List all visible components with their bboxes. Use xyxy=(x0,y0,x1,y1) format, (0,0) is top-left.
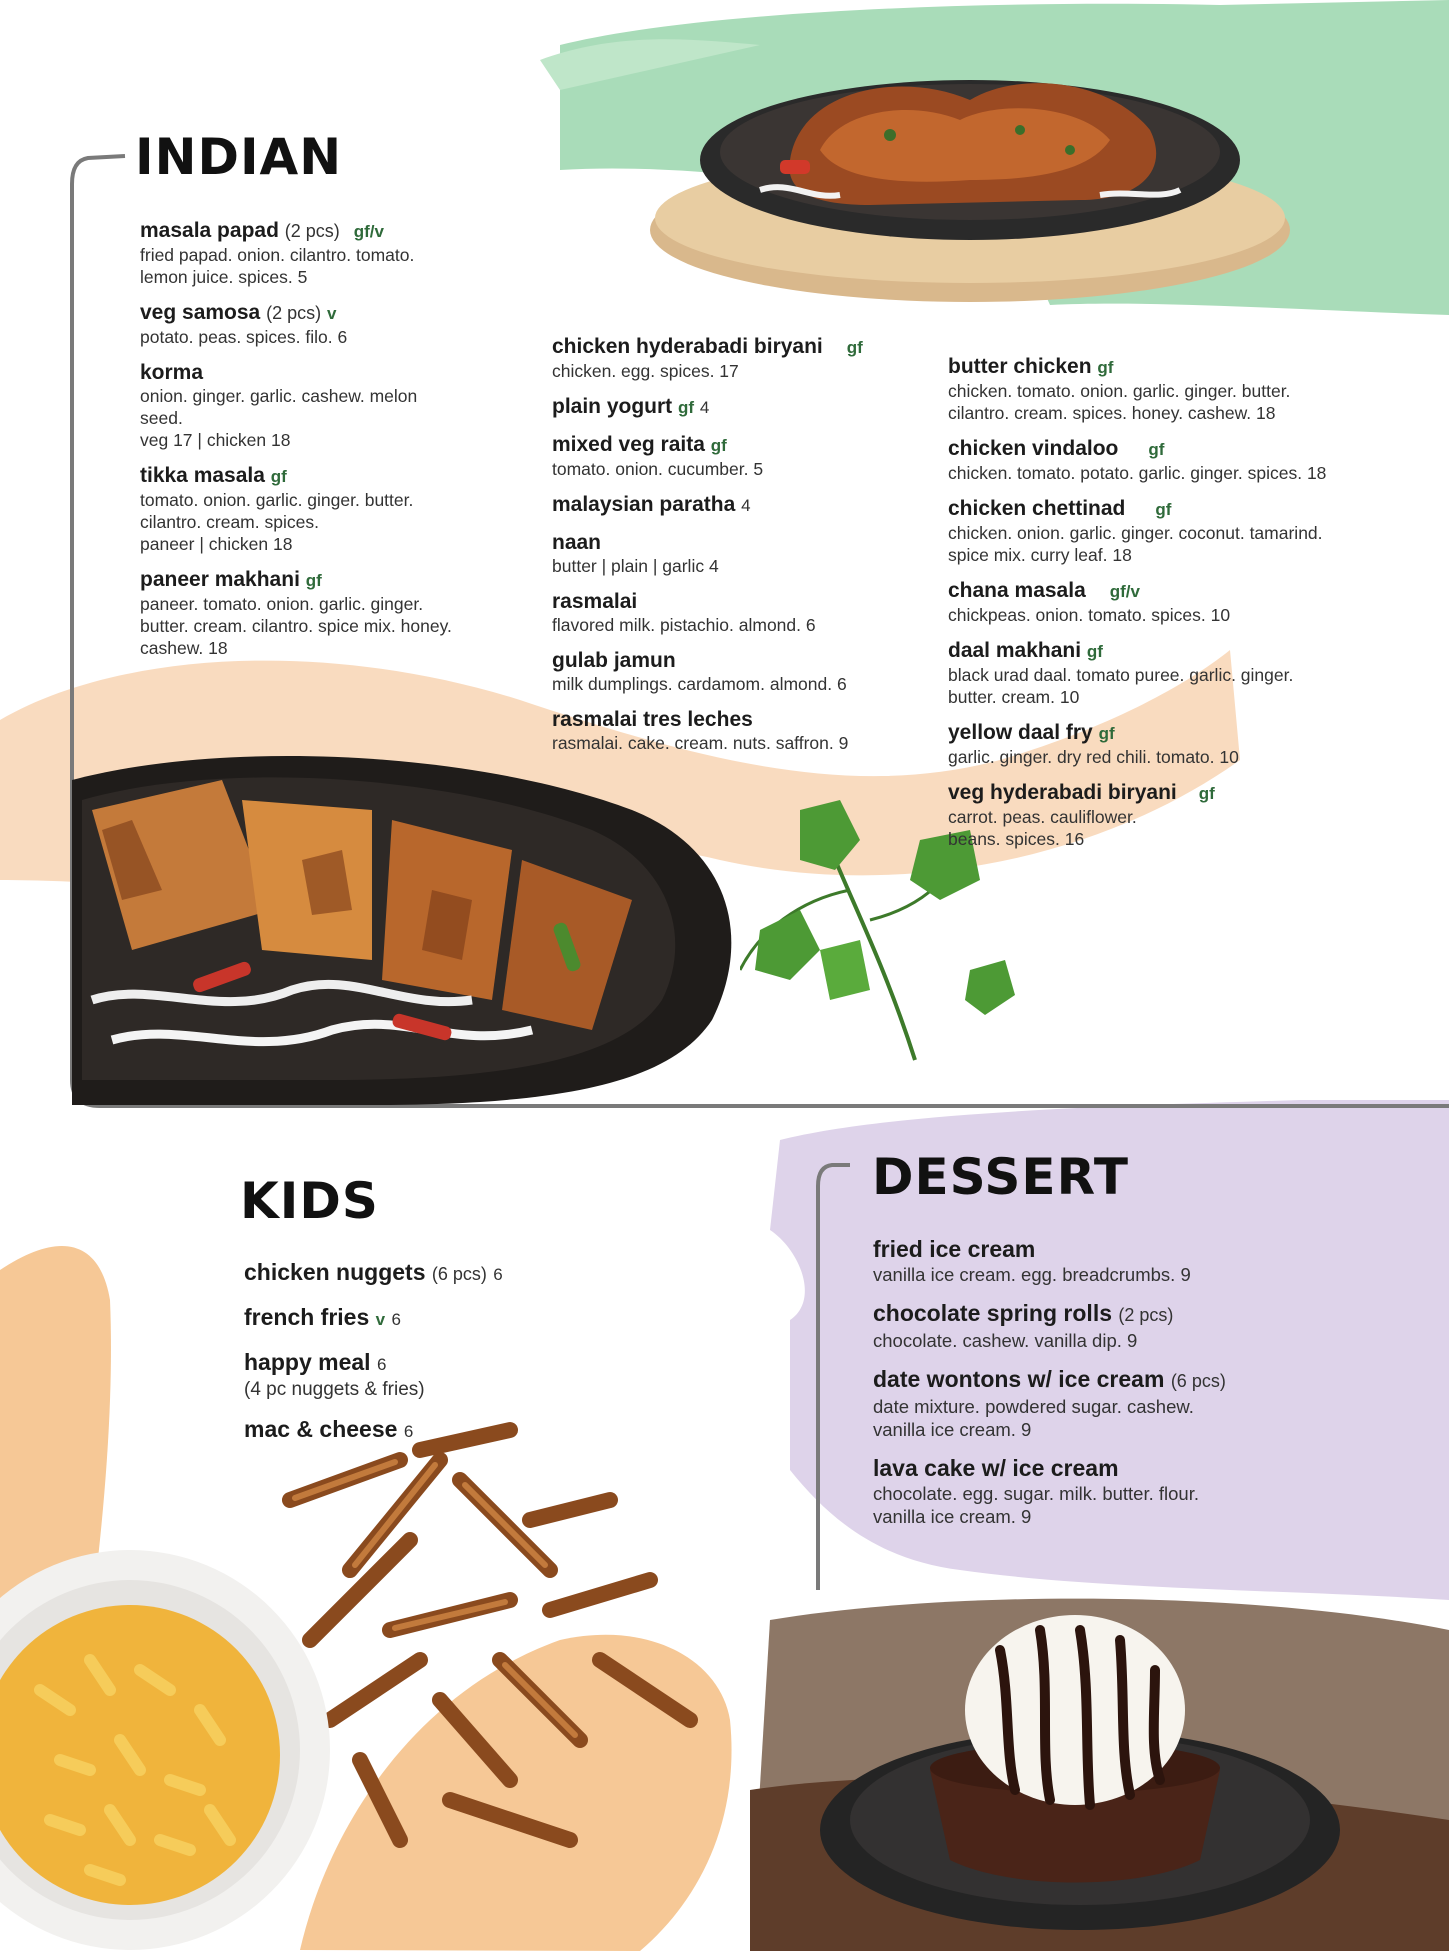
menu-item xyxy=(552,589,892,636)
menu-item xyxy=(244,1348,604,1401)
item-name: chocolate spring rolls xyxy=(873,1300,1112,1326)
item-description: tomato. onion. garlic. ginger. butter. cilantro. cream. spices. xyxy=(140,490,414,532)
indian-section-title: INDIAN xyxy=(135,128,343,186)
item-name: plain yogurt xyxy=(552,395,673,418)
item-diet-tag: gf xyxy=(678,398,695,417)
item-description: (4 pc nuggets & fries) xyxy=(244,1379,425,1400)
mac-and-cheese-image xyxy=(0,1540,340,1951)
item-description: carrot. peas. cauliflower. beans. spices. 16 xyxy=(948,807,1137,849)
item-price: 4 xyxy=(699,398,710,417)
item-description: fried papad. onion. cilantro. tomato. lemon juice. spices. 5 xyxy=(140,245,415,287)
item-name: korma xyxy=(140,361,204,384)
item-description: milk dumplings. cardamom. almond. 6 xyxy=(552,674,847,694)
kids-menu xyxy=(244,1258,604,1460)
item-name: butter chicken xyxy=(948,355,1092,378)
item-diet-tag: gf xyxy=(1198,784,1215,803)
menu-item xyxy=(552,648,892,695)
item-diet-tag: gf xyxy=(270,467,287,486)
paneer-tikka-image xyxy=(72,740,752,1105)
menu-item xyxy=(873,1455,1293,1528)
item-name: rasmalai tres leches xyxy=(552,708,753,731)
item-description: date mixture. powdered sugar. cashew. vanilla ice cream. 9 xyxy=(873,1396,1194,1440)
dessert-menu xyxy=(873,1236,1293,1542)
item-name: chicken hyderabadi biryani xyxy=(552,335,823,358)
item-description: chicken. egg. spices. 17 xyxy=(552,361,739,381)
item-description: chocolate. egg. sugar. milk. butter. flour. vanilla ice cream. 9 xyxy=(873,1483,1199,1527)
item-name: yellow daal fry xyxy=(948,721,1093,744)
item-description: rasmalai. cake. cream. nuts. saffron. 9 xyxy=(552,733,849,753)
item-qty: (2 pcs) xyxy=(1118,1305,1174,1325)
item-name: paneer makhani xyxy=(140,568,300,591)
item-name: date wontons w/ ice cream xyxy=(873,1366,1165,1392)
item-name: veg hyderabadi biryani xyxy=(948,781,1177,804)
item-description: chicken. tomato. onion. garlic. ginger. butter. cilantro. cream. spices. honey. cashew. 18 xyxy=(948,381,1291,423)
item-name: chicken nuggets xyxy=(244,1259,426,1285)
item-name: malaysian paratha xyxy=(552,493,736,516)
item-name: lava cake w/ ice cream xyxy=(873,1455,1119,1481)
menu-item xyxy=(140,218,460,288)
menu-item xyxy=(552,394,892,420)
item-description: tomato. onion. cucumber. 5 xyxy=(552,459,764,479)
item-price: 6 xyxy=(376,1355,387,1374)
item-diet-tag: gf/v xyxy=(353,222,384,241)
item-name: chicken vindaloo xyxy=(948,437,1119,460)
tandoori-chicken-image xyxy=(640,40,1300,310)
menu-item xyxy=(552,492,892,518)
menu-item xyxy=(244,1415,604,1446)
item-name: naan xyxy=(552,531,602,554)
menu-item xyxy=(140,360,460,451)
menu-item xyxy=(552,530,892,577)
indian-column-2 xyxy=(552,334,892,766)
item-name: mac & cheese xyxy=(244,1416,398,1442)
item-name: masala papad xyxy=(140,219,279,242)
item-price-options: paneer | chicken 18 xyxy=(140,534,293,554)
item-description: chicken. tomato. potato. garlic. ginger. spices. 18 xyxy=(948,463,1327,483)
item-description: paneer. tomato. onion. garlic. ginger. butter. cream. cilantro. spice mix. honey. cashew. 18 xyxy=(140,594,452,658)
item-price: 6 xyxy=(403,1422,414,1441)
item-diet-tag: gf xyxy=(710,436,727,455)
item-description: black urad daal. tomato puree. garlic. ginger. butter. cream. 10 xyxy=(948,665,1294,707)
item-diet-tag: gf xyxy=(1148,440,1165,459)
menu-item xyxy=(948,578,1328,626)
item-diet-tag: gf xyxy=(1097,358,1114,377)
menu-item xyxy=(244,1303,604,1334)
menu-item xyxy=(873,1366,1293,1441)
item-diet-tag: gf xyxy=(305,571,322,590)
item-price: 6 xyxy=(391,1310,401,1329)
lava-cake-image xyxy=(750,1590,1449,1951)
menu-item xyxy=(948,496,1328,566)
menu-item xyxy=(552,707,892,754)
menu-item xyxy=(552,432,892,480)
menu-item xyxy=(948,720,1328,768)
menu-item xyxy=(873,1236,1293,1286)
item-description: vanilla ice cream. egg. breadcrumbs. 9 xyxy=(873,1264,1191,1285)
menu-item xyxy=(948,354,1328,424)
menu-item xyxy=(140,463,460,555)
item-diet-tag: v xyxy=(326,304,337,323)
item-diet-tag: gf/v xyxy=(1109,582,1140,601)
item-name: french fries xyxy=(244,1304,370,1330)
item-description: chickpeas. onion. tomato. spices. 10 xyxy=(948,605,1231,625)
menu-item xyxy=(552,334,892,382)
item-diet-tag: gf xyxy=(1098,724,1115,743)
item-diet-tag: v xyxy=(375,1310,386,1329)
item-name: tikka masala xyxy=(140,464,265,487)
menu-item xyxy=(140,300,460,348)
item-name: happy meal xyxy=(244,1349,371,1375)
menu-item xyxy=(948,780,1328,850)
menu-item xyxy=(140,567,460,659)
item-name: fried ice cream xyxy=(873,1236,1036,1262)
menu-item xyxy=(948,436,1328,484)
indian-column-3 xyxy=(948,354,1328,862)
menu-item xyxy=(948,638,1328,708)
item-name: rasmalai xyxy=(552,590,638,613)
item-description: chocolate. cashew. vanilla dip. 9 xyxy=(873,1330,1138,1351)
item-description: chicken. onion. garlic. ginger. coconut. tamarind. spice mix. curry leaf. 18 xyxy=(948,523,1323,565)
item-qty: (2 pcs) xyxy=(284,221,340,241)
item-name: chicken chettinad xyxy=(948,497,1126,520)
item-description: flavored milk. pistachio. almond. 6 xyxy=(552,615,816,635)
item-description: potato. peas. spices. filo. 6 xyxy=(140,327,348,347)
item-diet-tag: gf xyxy=(846,338,863,357)
item-name: chana masala xyxy=(948,579,1086,602)
dessert-section-title: DESSERT xyxy=(872,1148,1129,1206)
item-description: garlic. ginger. dry red chili. tomato. 10 xyxy=(948,747,1239,767)
menu-item xyxy=(244,1258,604,1289)
item-name: veg samosa xyxy=(140,301,261,324)
item-qty: (2 pcs) xyxy=(266,303,322,323)
item-description: butter | plain | garlic 4 xyxy=(552,556,719,576)
item-name: mixed veg raita xyxy=(552,433,705,456)
item-name: gulab jamun xyxy=(552,649,676,672)
item-price-options: veg 17 | chicken 18 xyxy=(140,430,291,450)
indian-column-1 xyxy=(140,218,460,671)
kids-section-title: KIDS xyxy=(240,1172,379,1230)
item-diet-tag: gf xyxy=(1086,642,1103,661)
item-qty: (6 pcs) xyxy=(1170,1371,1226,1391)
menu-item xyxy=(873,1300,1293,1352)
item-name: daal makhani xyxy=(948,639,1082,662)
item-description: onion. ginger. garlic. cashew. melon seed. xyxy=(140,386,418,428)
item-price: 6 xyxy=(493,1265,503,1284)
item-diet-tag: gf xyxy=(1155,500,1172,519)
item-price: 4 xyxy=(741,496,751,515)
item-qty: (6 pcs) xyxy=(431,1264,487,1284)
